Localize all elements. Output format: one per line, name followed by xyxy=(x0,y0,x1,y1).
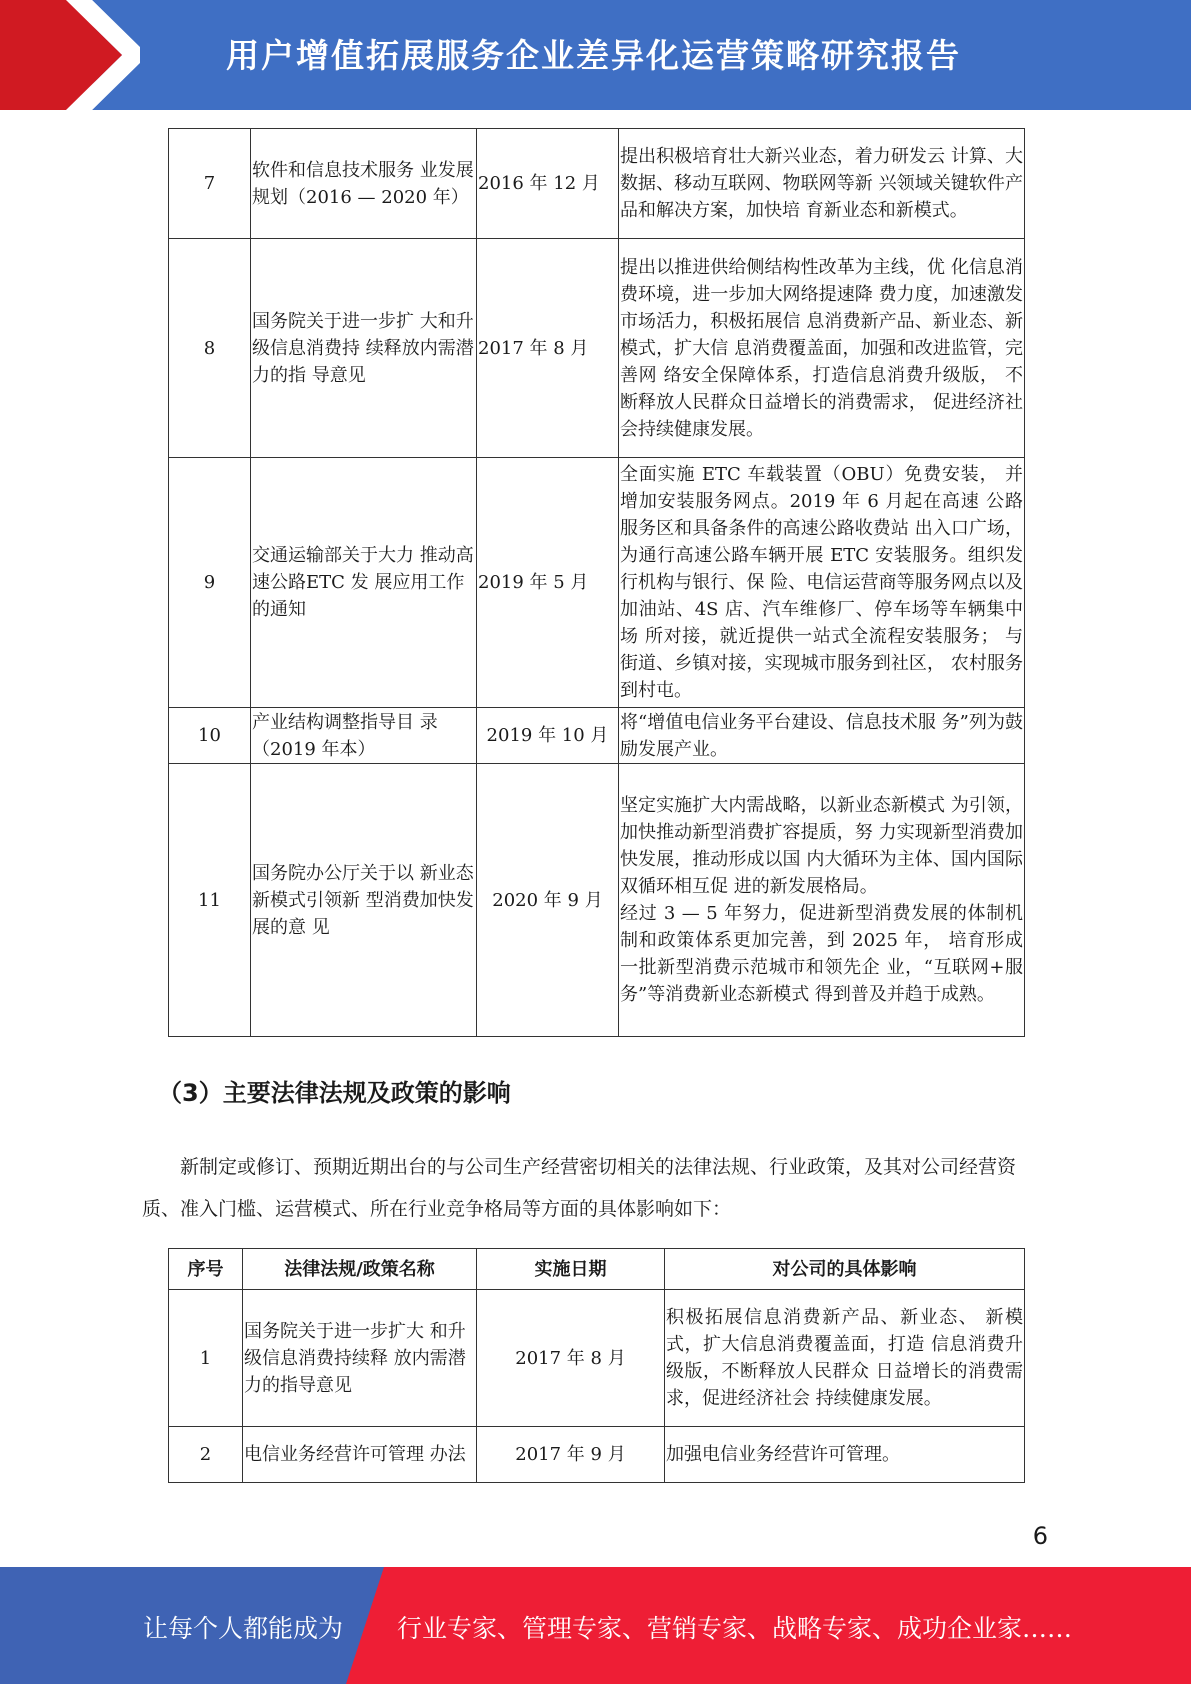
table-row xyxy=(169,1427,1025,1483)
policy-date: 2017 年 8 月 xyxy=(477,239,619,458)
column-header-name: 法律法规/政策名称 xyxy=(243,1249,477,1290)
row-number: 8 xyxy=(169,239,251,458)
table-row xyxy=(169,764,1025,1037)
table-row xyxy=(169,129,1025,239)
row-number: 7 xyxy=(169,129,251,239)
report-title: 用户增值拓展服务企业差异化运营策略研究报告 xyxy=(226,36,961,75)
footer-slogan-left: 让每个人都能成为 xyxy=(143,1614,344,1643)
policy-date: 2016 年 12 月 xyxy=(477,129,619,239)
policy-content: 提出以推进供给侧结构性改革为主线，优 化信息消费环境，进一步加大网络提速降 费力度，加速激发市场活力，积极拓展信 息消费新产品、新业态、新模式，扩大信 息消费覆盖面，加强和改进监管，完善网 络安全保障体系，打造信息消费升级版， 不断释放人民群众日益增长的消费需求， 促进经济社会持续健康发展。 xyxy=(619,239,1025,458)
column-header-date: 实施日期 xyxy=(477,1249,665,1290)
body-paragraph: 新制定或修订、预期近期出台的与公司生产经营密切相关的法律法规、行业政策，及其对公司经营资质、准入门槛、运营模式、所在行业竞争格局等方面的具体影响如下： xyxy=(142,1156,1017,1220)
policy-date: 2019 年 5 月 xyxy=(477,458,619,708)
policy-name: 产业结构调整指导目 录（2019 年本） xyxy=(251,708,477,764)
policy-name: 国务院办公厅关于以 新业态新模式引领新 型消费加快发展的意 见 xyxy=(251,764,477,1037)
row-number: 1 xyxy=(169,1290,243,1427)
row-number: 9 xyxy=(169,458,251,708)
policy-content: 提出积极培育壮大新兴业态，着力研发云 计算、大数据、移动互联网、物联网等新 兴领域关键软件产品和解决方案，加快培 育新业态和新模式。 xyxy=(619,129,1025,239)
policy-table-continued xyxy=(168,128,1025,1037)
table-row xyxy=(169,458,1025,708)
header-arrow-decoration xyxy=(0,0,140,110)
policy-content-paragraph: 经过 3 — 5 年努力，促进新型消费发展的体制机制和政策体系更加完善，到 2025 年， 培育形成一批新型消费示范城市和领先企 业，“互联网+服务”等消费新业态新模式 得到普及并趋于成熟。 xyxy=(620,903,1023,1005)
regulation-impact: 加强电信业务经营许可管理。 xyxy=(665,1427,1025,1483)
regulation-name: 国务院关于进一步扩大 和升级信息消费持续释 放内需潜力的指导意见 xyxy=(243,1290,477,1427)
policy-name: 国务院关于进一步扩 大和升级信息消费持 续释放内需潜力的指 导意见 xyxy=(251,239,477,458)
policy-content: 全面实施 ETC 车载装置（OBU）免费安装， 并增加安装服务网点。2019 年 6 月起在高速 公路服务区和具备条件的高速公路收费站 出入口广场，为通行高速公路车辆开展 ETC 安装服务。组织发行机构与银行、保 险、电信运营商等服务网点以及加油站、4S 店、汽车维修厂、停车场等车辆集中场 所对接，就近提供一站式全流程安装服务； 与街道、乡镇对接，实现城市服务到社区， 农村服务到村屯。 xyxy=(619,458,1025,708)
policy-date: 2020 年 9 月 xyxy=(477,764,619,1037)
policy-content-paragraph: 坚定实施扩大内需战略，以新业态新模式 为引领，加快推动新型消费扩容提质，努 力实现新型消费加快发展，推动形成以国 内大循环为主体、国内国际双循环相互促 进的新发展格局。 xyxy=(620,795,1023,897)
footer-slogan-right: 行业专家、管理专家、营销专家、战略专家、成功企业家…… xyxy=(397,1614,1073,1643)
section-heading: （3）主要法律法规及政策的影响 xyxy=(158,1079,511,1107)
policy-content xyxy=(619,764,1025,1037)
table-header-row xyxy=(169,1249,1025,1290)
regulation-impact: 积极拓展信息消费新产品、新业态、 新模式，扩大信息消费覆盖面，打造 信息消费升级版，不断释放人民群众 日益增长的消费需求，促进经济社会 持续健康发展。 xyxy=(665,1290,1025,1427)
regulation-date: 2017 年 9 月 xyxy=(477,1427,665,1483)
regulation-date: 2017 年 8 月 xyxy=(477,1290,665,1427)
policy-content: 将“增值电信业务平台建设、信息技术服 务”列为鼓励发展产业。 xyxy=(619,708,1025,764)
column-header-number: 序号 xyxy=(169,1249,243,1290)
row-number: 11 xyxy=(169,764,251,1037)
footer-banner xyxy=(0,1567,1191,1684)
regulation-name: 电信业务经营许可管理 办法 xyxy=(243,1427,477,1483)
policy-name: 交通运输部关于大力 推动高速公路ETC 发 展应用工作的通知 xyxy=(251,458,477,708)
regulation-impact-table xyxy=(168,1248,1025,1483)
table-row xyxy=(169,239,1025,458)
page-number: 6 xyxy=(1032,1522,1048,1550)
policy-date: 2019 年 10 月 xyxy=(477,708,619,764)
table-row xyxy=(169,1290,1025,1427)
row-number: 10 xyxy=(169,708,251,764)
header-banner xyxy=(0,0,1191,110)
column-header-impact: 对公司的具体影响 xyxy=(665,1249,1025,1290)
table-row xyxy=(169,708,1025,764)
row-number: 2 xyxy=(169,1427,243,1483)
policy-name: 软件和信息技术服务 业发展规划（2016 — 2020 年） xyxy=(251,129,477,239)
